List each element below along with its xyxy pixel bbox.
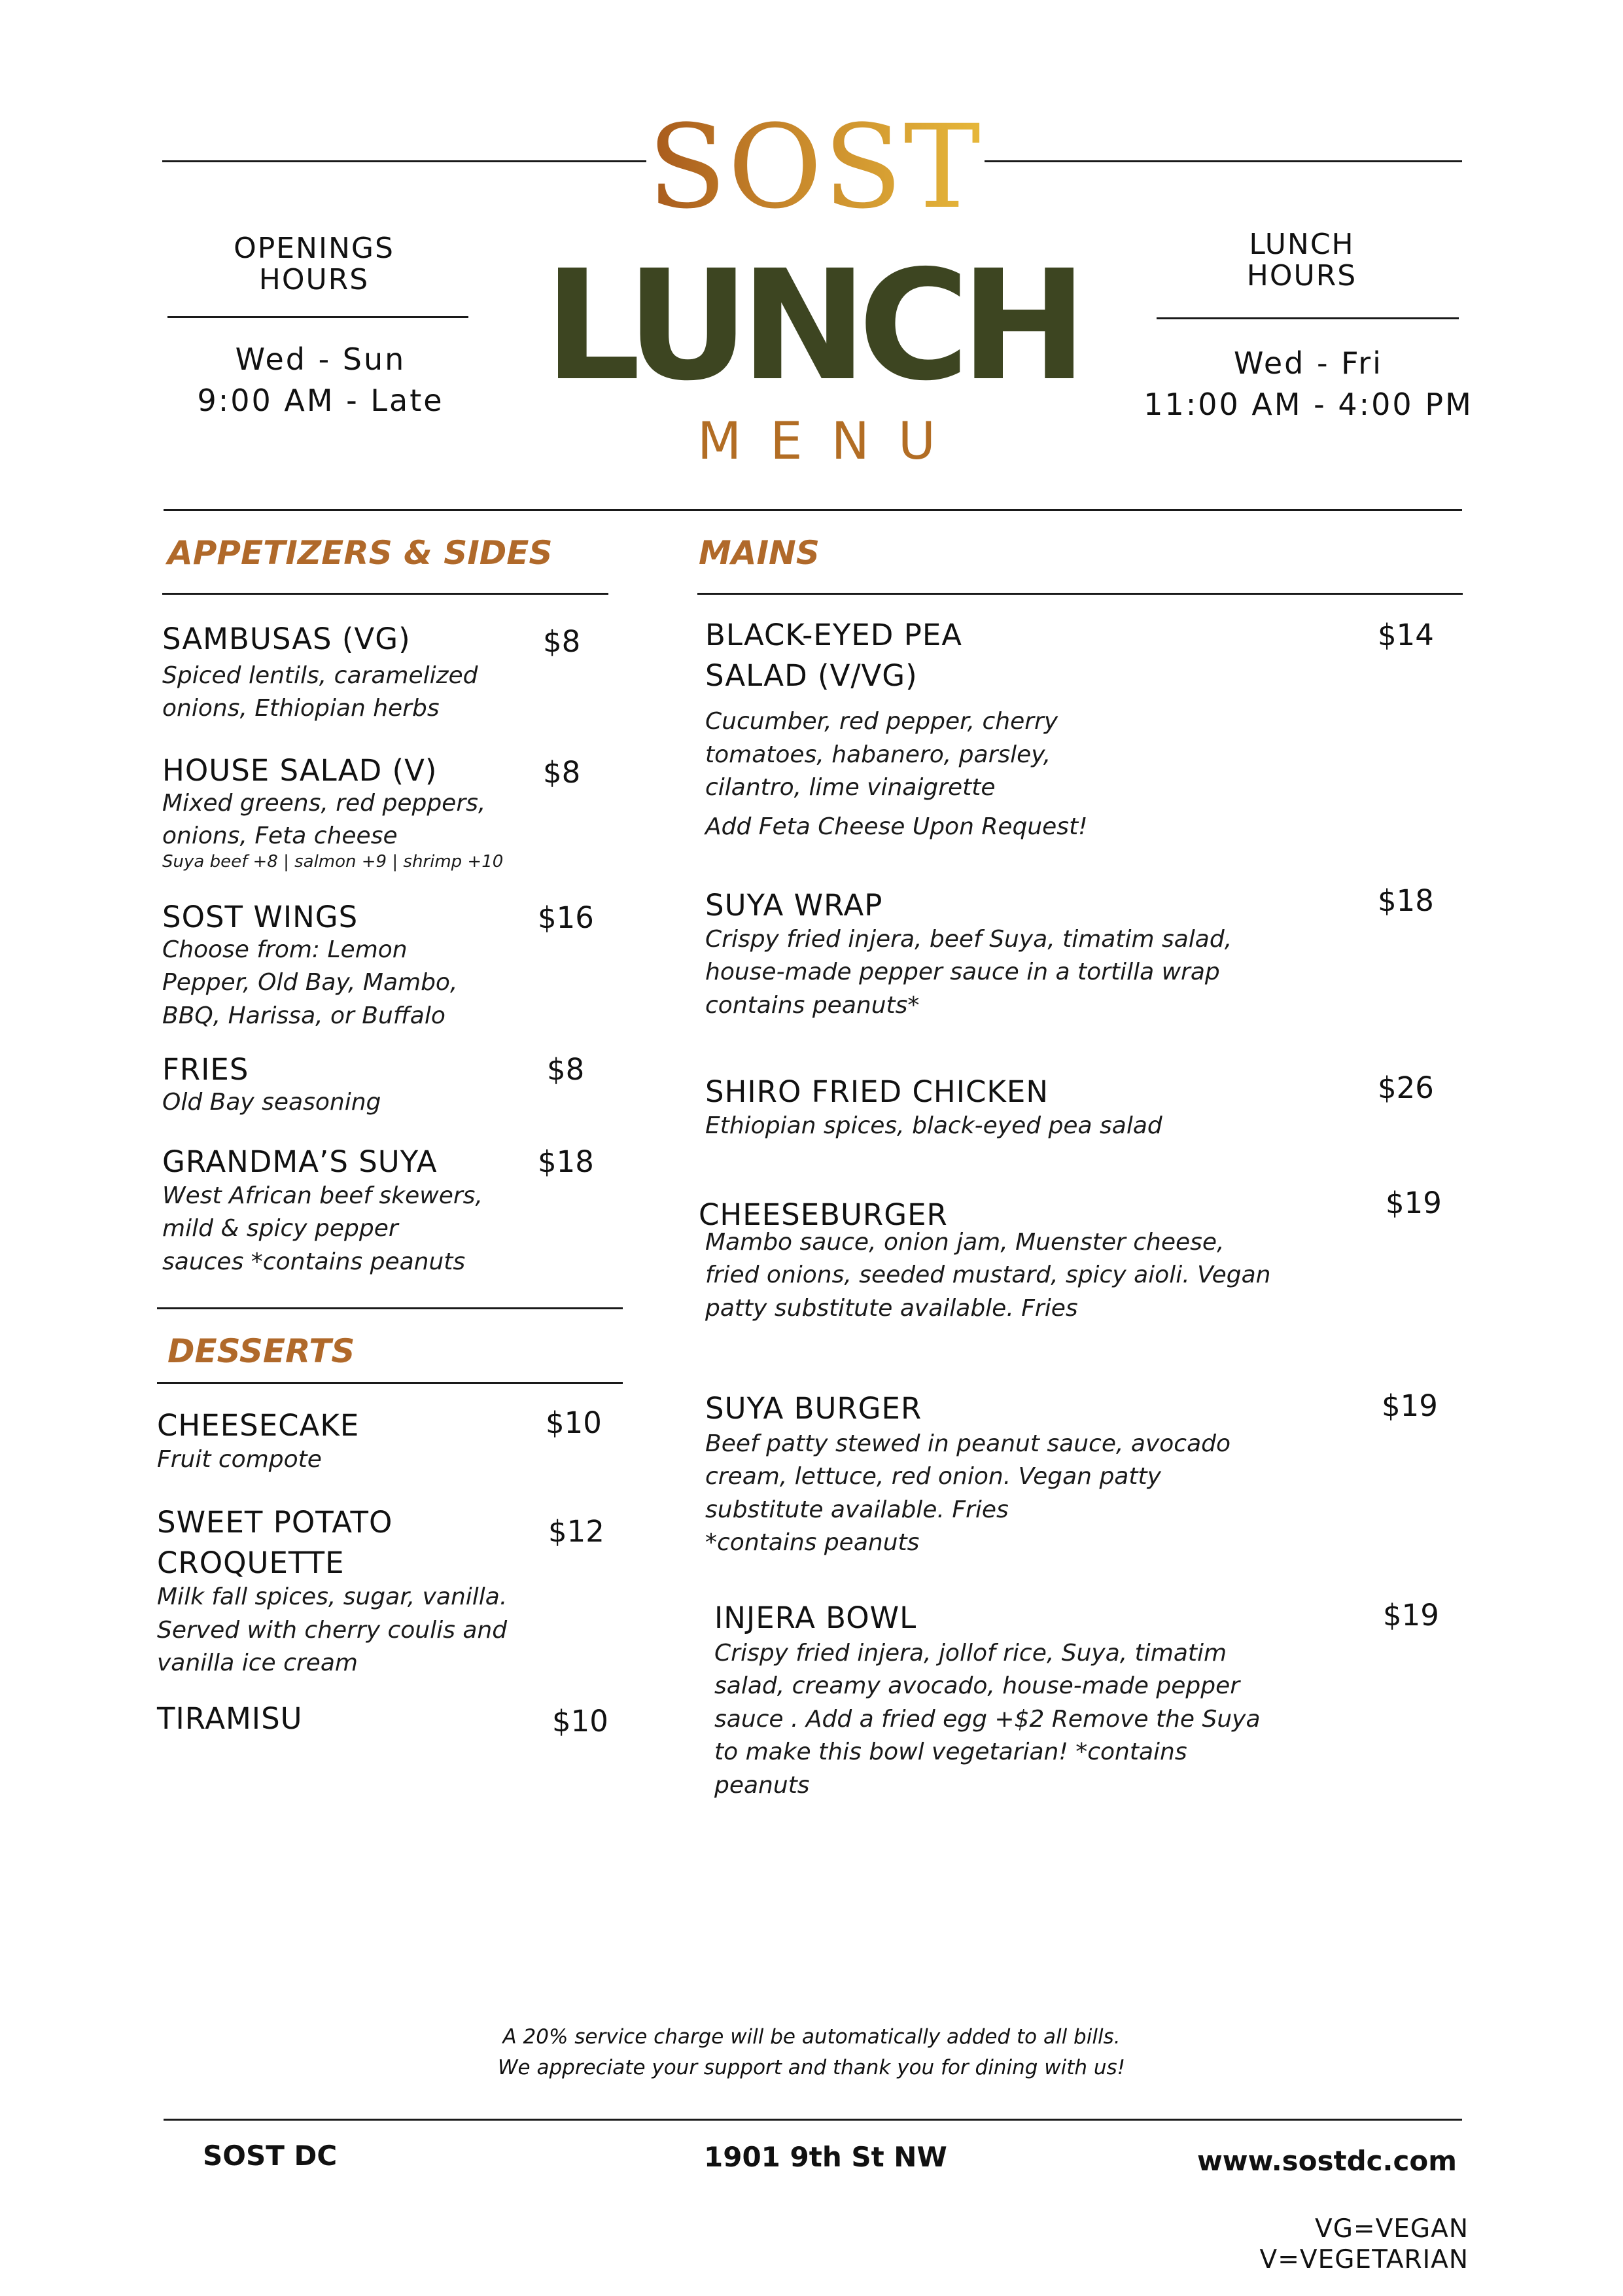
item-description: Served with cherry coulis and xyxy=(157,1616,508,1644)
menu-item xyxy=(699,1195,1359,1325)
item-description: to make this bowl vegetarian! *contains xyxy=(714,1739,1187,1766)
item-description: Fruit compote xyxy=(157,1446,322,1474)
section-title-mains: MAINS xyxy=(699,534,820,572)
item-description: Ethiopian spices, black-eyed pea salad xyxy=(705,1112,1162,1140)
item-addons: Suya beef +8 | salmon +9 | shrimp +10 xyxy=(162,851,504,872)
item-name: SUYA WRAP xyxy=(705,888,883,923)
item-name: INJERA BOWL xyxy=(714,1600,917,1635)
footer-note-line: A 20% service charge will be automatically added to all bills. xyxy=(502,2025,1121,2049)
item-price: $8 xyxy=(547,1052,585,1087)
item-description: Mixed greens, red peppers, xyxy=(162,790,486,817)
footer-website[interactable]: www.sostdc.com xyxy=(1197,2145,1457,2177)
menu-item xyxy=(705,1388,1359,1560)
desserts-rule xyxy=(157,1382,623,1384)
opening-hours-rule xyxy=(167,316,468,318)
item-description: Choose from: Lemon xyxy=(162,936,408,964)
item-name: SAMBUSAS (VG) xyxy=(162,622,411,656)
lunch-hours-heading-line2: HOURS xyxy=(1246,258,1357,292)
menu-item xyxy=(162,751,555,872)
mains-rule xyxy=(697,593,1463,595)
item-description: West African beef skewers, xyxy=(162,1182,483,1210)
item-price: $19 xyxy=(1382,1388,1438,1423)
menu-item xyxy=(705,1072,1359,1142)
opening-hours xyxy=(164,233,464,295)
item-price: $10 xyxy=(552,1704,608,1739)
brand-logo: SOST xyxy=(648,100,982,234)
item-description: fried onions, seeded mustard, spicy aioli. Vegan xyxy=(705,1262,1271,1289)
menu-item xyxy=(705,615,1294,844)
item-description: Beef patty stewed in peanut sauce, avocado xyxy=(705,1430,1231,1458)
item-name: SWEET POTATO xyxy=(157,1505,393,1540)
item-description: *contains peanuts xyxy=(705,1529,920,1557)
item-name: BLACK-EYED PEA xyxy=(705,618,963,652)
menu-item xyxy=(157,1699,550,1739)
menu-item xyxy=(162,619,529,726)
menu-item xyxy=(705,885,1359,1022)
item-note: Add Feta Cheese Upon Request! xyxy=(705,813,1088,841)
lunch-hours-heading-line1: LUNCH xyxy=(1249,228,1355,261)
item-price: $12 xyxy=(548,1514,604,1549)
header-bottom-rule xyxy=(164,509,1462,511)
item-description: house-made pepper sauce in a tortilla wrap xyxy=(705,959,1220,986)
lunch-hours-rule xyxy=(1157,317,1459,319)
opening-hours-time: 9:00 AM - Late xyxy=(197,382,444,418)
item-price: $19 xyxy=(1383,1598,1439,1633)
item-description: cilantro, lime vinaigrette xyxy=(705,773,996,801)
item-description: salad, creamy avocado, house-made pepper xyxy=(714,1672,1240,1700)
item-description: cream, lettuce, red onion. Vegan patty xyxy=(705,1463,1161,1491)
footer-note-line: We appreciate your support and thank you for dining with us! xyxy=(497,2055,1126,2079)
footer-rule xyxy=(164,2119,1462,2121)
item-name: TIRAMISU xyxy=(157,1701,303,1736)
item-price: $8 xyxy=(543,755,581,790)
item-description: Pepper, Old Bay, Mambo, xyxy=(162,969,458,997)
item-description: sauce . Add a fried egg +$2 Remove the Suya xyxy=(714,1705,1261,1733)
lunch-hours xyxy=(1151,229,1452,291)
menu-item xyxy=(162,1050,555,1119)
item-description: BBQ, Harissa, or Buffalo xyxy=(162,1002,445,1029)
item-description: Mambo sauce, onion jam, Muenster cheese, xyxy=(705,1229,1225,1256)
item-name: CROQUETTE xyxy=(157,1545,345,1581)
item-description: onions, Ethiopian herbs xyxy=(162,695,440,722)
appetizers-rule xyxy=(162,593,608,595)
item-name: HOUSE SALAD (V) xyxy=(162,753,438,788)
menu-item xyxy=(157,1405,550,1476)
item-name: SUYA BURGER xyxy=(705,1391,922,1426)
item-name: SHIRO FRIED CHICKEN xyxy=(705,1074,1049,1109)
menu-item xyxy=(714,1598,1369,1802)
item-description: substitute available. Fries xyxy=(705,1496,1009,1523)
item-description: Old Bay seasoning xyxy=(162,1089,381,1116)
opening-hours-times xyxy=(164,339,478,421)
legend-vegetarian: V=VEGETARIAN xyxy=(1259,2244,1469,2274)
item-description: contains peanuts* xyxy=(705,991,920,1019)
footer-address: 1901 9th St NW xyxy=(704,2141,947,2173)
item-price: $10 xyxy=(546,1405,602,1440)
appetizers-bottom-rule xyxy=(157,1307,623,1309)
menu-item xyxy=(157,1502,576,1680)
item-price: $26 xyxy=(1378,1070,1434,1105)
page-subtitle: MENU xyxy=(697,412,965,471)
section-title-desserts: DESSERTS xyxy=(167,1332,355,1370)
item-description: mild & spicy pepper xyxy=(162,1215,398,1243)
item-name: CHEESECAKE xyxy=(157,1408,360,1443)
item-name: SALAD (V/VG) xyxy=(705,658,918,694)
item-price: $14 xyxy=(1378,618,1434,652)
opening-hours-days: Wed - Sun xyxy=(235,342,406,377)
item-description: Cucumber, red pepper, cherry xyxy=(705,708,1058,735)
item-description: tomatoes, habanero, parsley, xyxy=(705,741,1051,768)
item-price: $8 xyxy=(543,624,581,659)
menu-item xyxy=(162,1142,555,1279)
item-description: Crispy fried injera, jollof rice, Suya, timatim xyxy=(714,1640,1227,1667)
item-name: GRANDMA’S SUYA xyxy=(162,1144,438,1179)
item-name: FRIES xyxy=(162,1052,249,1087)
item-description: onions, Feta cheese xyxy=(162,822,398,850)
item-price: $18 xyxy=(538,1144,594,1179)
item-description: Crispy fried injera, beef Suya, timatim salad, xyxy=(705,926,1232,953)
header-rule-left xyxy=(162,160,646,162)
menu-item xyxy=(162,897,555,1033)
service-charge-note xyxy=(0,2022,1623,2083)
lunch-hours-time: 11:00 AM - 4:00 PM xyxy=(1143,386,1473,422)
item-description: vanilla ice cream xyxy=(157,1649,358,1676)
item-description: Milk fall spices, sugar, vanilla. xyxy=(157,1583,508,1611)
legend-vegan: VG=VEGAN xyxy=(1315,2214,1469,2244)
footer-restaurant-name: SOST DC xyxy=(203,2140,338,2172)
item-description: Spiced lentils, caramelized xyxy=(162,662,478,690)
lunch-hours-times xyxy=(1138,343,1478,425)
item-description: peanuts xyxy=(714,1771,810,1799)
lunch-hours-days: Wed - Fri xyxy=(1234,345,1383,381)
header-rule-right xyxy=(985,160,1462,162)
item-price: $18 xyxy=(1378,883,1434,918)
item-description: patty substitute available. Fries xyxy=(705,1294,1078,1322)
item-name: CHEESEBURGER xyxy=(699,1197,948,1232)
item-name: SOST WINGS xyxy=(162,900,358,934)
item-description: sauces *contains peanuts xyxy=(162,1248,466,1275)
opening-hours-heading-line2: HOURS xyxy=(258,262,370,296)
diet-legend xyxy=(1142,2214,1469,2276)
item-price: $19 xyxy=(1386,1186,1442,1220)
section-title-appetizers: APPETIZERS & SIDES xyxy=(167,534,553,572)
item-price: $16 xyxy=(538,900,594,935)
opening-hours-heading-line1: OPENINGS xyxy=(234,232,394,265)
page-title: LUNCH xyxy=(544,238,1079,414)
